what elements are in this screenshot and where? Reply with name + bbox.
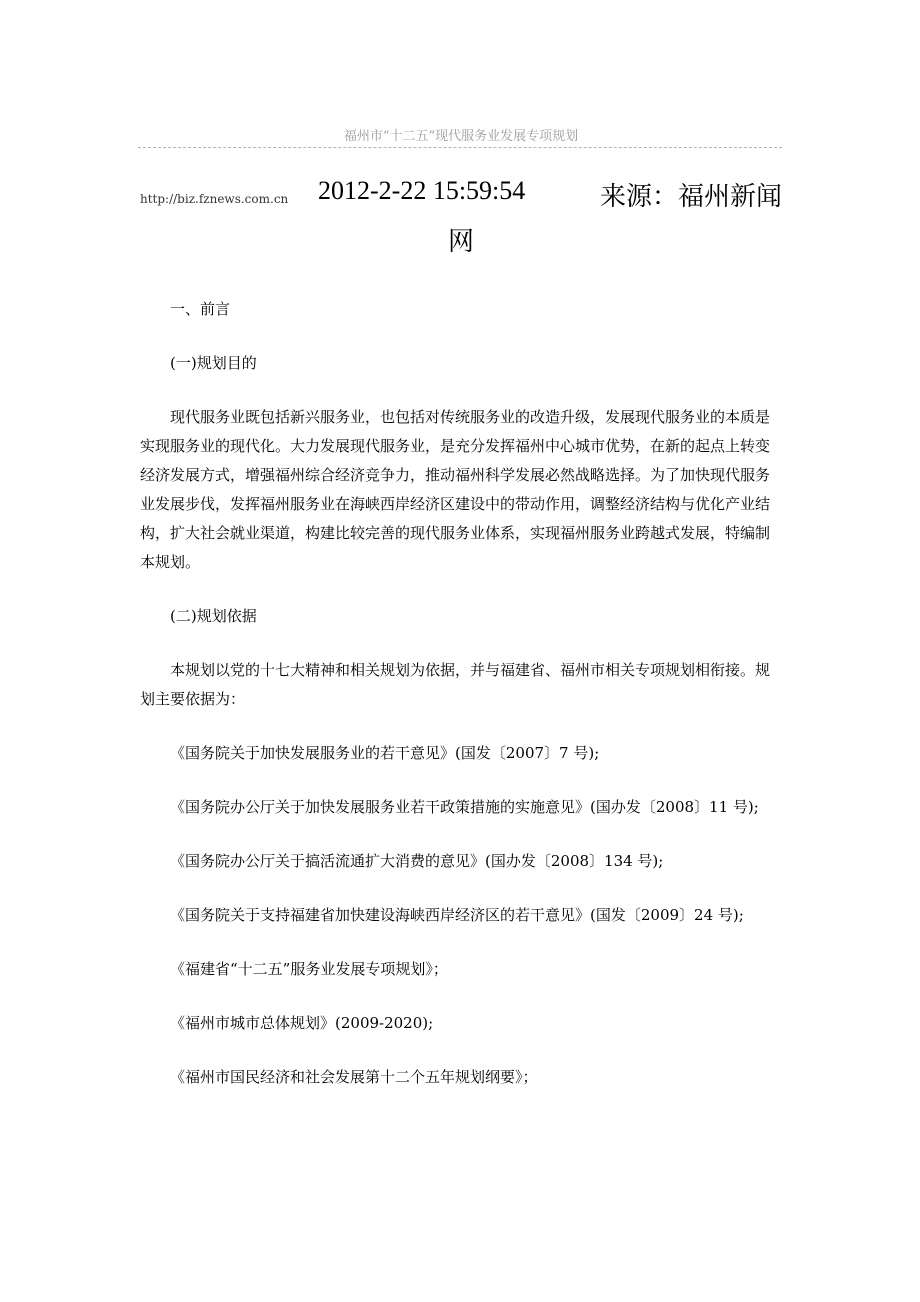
reference-item: 《国务院办公厅关于搞活流通扩大消费的意见》(国办发〔2008〕134 号);: [170, 852, 664, 870]
paragraph: 本规划以党的十七大精神和相关规划为依据，并与福建省、福州市相关专项规划相衔接。规划主要依据为：: [140, 661, 771, 708]
section-heading: 一、前言: [170, 300, 231, 318]
subsection-heading: (二)规划依据: [170, 607, 257, 625]
reference-item: 《国务院关于支持福建省加快建设海峡西岸经济区的若干意见》(国发〔2009〕24 号);: [170, 906, 744, 924]
source-url: http://biz.fznews.com.cn: [140, 192, 289, 206]
reference-item: 《福州市国民经济和社会发展第十二个五年规划纲要》；: [170, 1068, 538, 1086]
reference-item: 《国务院关于加快发展服务业的若干意见》(国发〔2007〕7 号);: [170, 744, 600, 762]
reference-item: 《国务院办公厅关于加快发展服务业若干政策措施的实施意见》(国办发〔2008〕11 号);: [170, 798, 759, 816]
source-label-wrap: 网: [447, 227, 474, 257]
running-header: 福州市“十二五”现代服务业发展专项规划: [343, 129, 579, 144]
reference-item: 《福州市城市总体规划》(2009-2020);: [170, 1014, 434, 1032]
header-divider: [138, 147, 782, 148]
article-body: [140, 295, 782, 1116]
source-line: [140, 172, 782, 216]
paragraph: 现代服务业既包括新兴服务业，也包括对传统服务业的改造升级，发展现代服务业的本质是实现服务业的现代化。大力发展现代服务业，是充分发挥福州中心城市优势，在新的起点上转变经济发展方式，增强福州综合经济竞争力，推动福州科学发展必然战略选择。为了加快现代服务业发展步伐，发挥福州服务业在海峡西岸经济区建设中的带动作用，调整经济结构与优化产业结构，扩大社会就业渠道，构建比较完善的现代服务业体系，实现福州服务业跨越式发展，特编制本规划。: [140, 408, 771, 571]
subsection-heading: (一)规划目的: [170, 354, 257, 372]
source-label: 来源：福州新闻: [599, 182, 782, 212]
reference-item: 《福建省“十二五”服务业发展专项规划》；: [170, 960, 448, 978]
publish-datetime: 2012-2-22 15:59:54: [318, 176, 526, 205]
